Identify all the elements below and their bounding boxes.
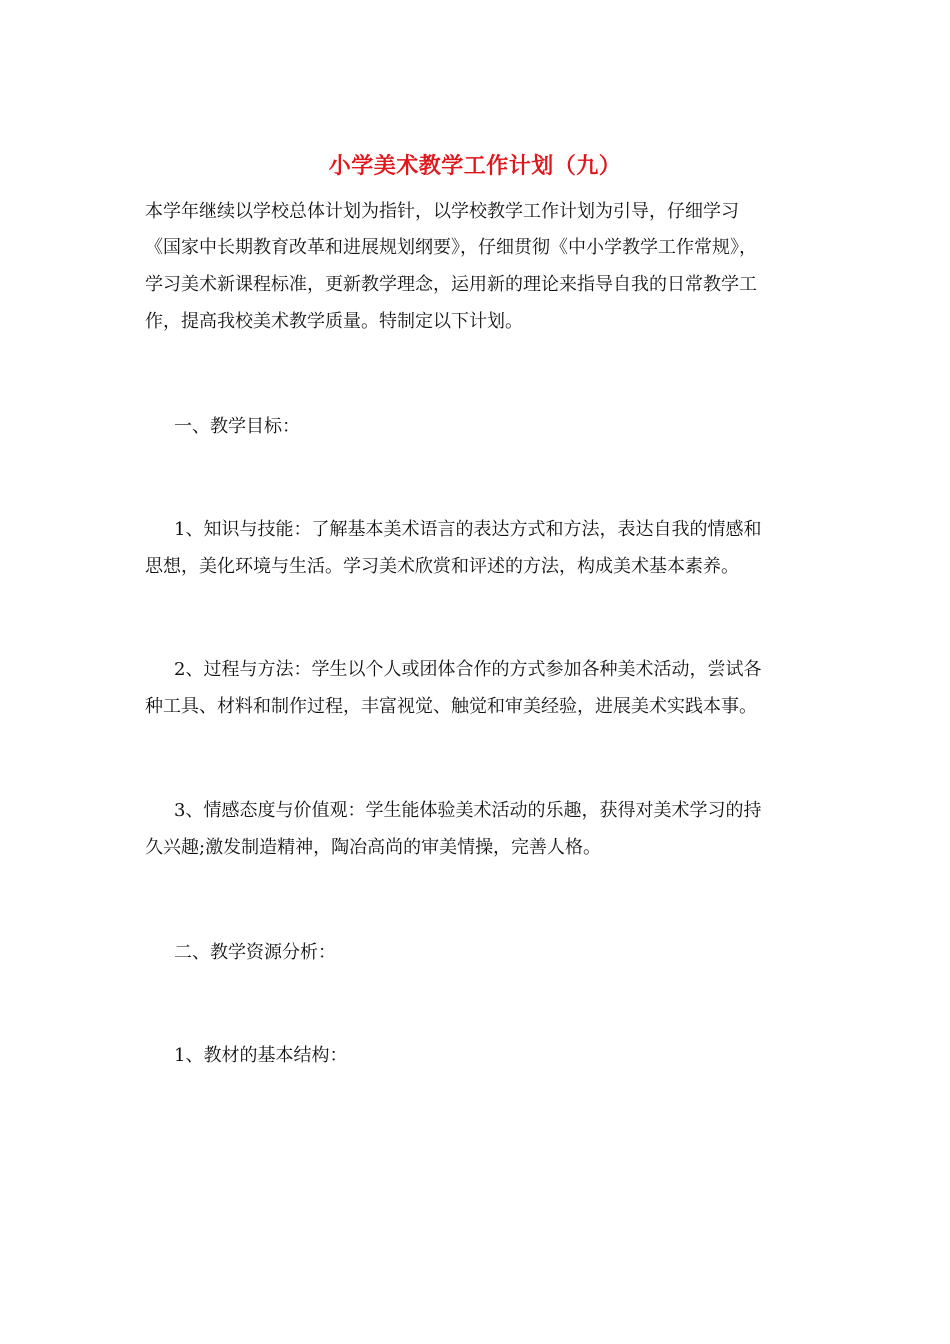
intro-line: 作，提高我校美术教学质量。特制定以下计划。 [145,311,523,332]
subsection-heading-textbook-structure: 1、教材的基本结构： [174,1045,348,1066]
paragraph-line: 种工具、材料和制作过程，丰富视觉、触觉和审美经验，进展美术实践本事。 [145,696,757,717]
paragraph-line: 2、过程与方法：学生以个人或团体合作的方式参加各种美术活动，尝试各 [174,659,762,680]
intro-line: 《国家中长期教育改革和进展规划纲要》，仔细贯彻《中小学教学工作常规》， [145,237,757,258]
section-heading-teaching-goals: 一、教学目标： [174,416,300,437]
document-title: 小学美术教学工作计划（九） [328,153,622,179]
paragraph-line: 思想，美化环境与生活。学习美术欣赏和评述的方法，构成美术基本素养。 [145,556,739,577]
intro-line: 本学年继续以学校总体计划为指针，以学校教学工作计划为引导，仔细学习 [145,201,739,222]
intro-line: 学习美术新课程标准，更新教学理念，运用新的理论来指导自我的日常教学工 [145,274,757,295]
paragraph-line: 久兴趣;激发制造精神，陶冶高尚的审美情操，完善人格。 [145,837,602,858]
paragraph-line: 3、情感态度与价值观：学生能体验美术活动的乐趣，获得对美术学习的持 [174,800,762,821]
paragraph-line: 1、知识与技能：了解基本美术语言的表达方式和方法，表达自我的情感和 [174,519,762,540]
section-heading-resource-analysis: 二、教学资源分析： [174,942,336,963]
